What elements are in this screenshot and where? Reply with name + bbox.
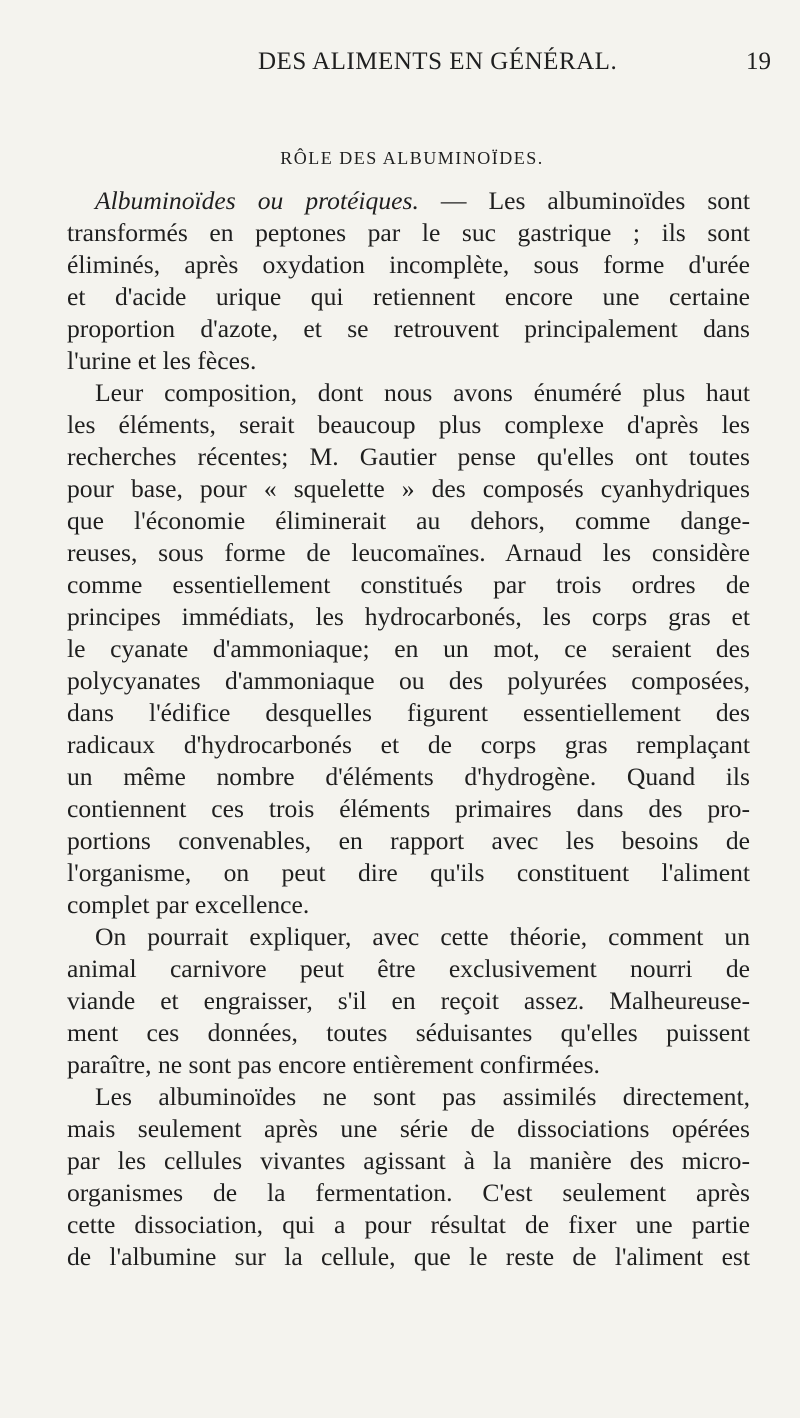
text-line: cette dissociation, qui a pour résultat de fixer une partie [67,1210,750,1239]
text-line: les éléments, serait beaucoup plus complexe d'après les [67,410,750,439]
text-line: recherches récentes; M. Gautier pense qu'elles ont toutes [67,442,750,471]
lead-italic: Albuminoïdes ou protéiques. [95,186,419,215]
text-line: radicaux d'hydrocarbonés et de corps gras remplaçant [67,730,750,759]
text-line: ment ces données, toutes séduisantes qu'elles puissent [67,1018,750,1047]
running-title: DES ALIMENTS EN GÉNÉRAL. [258,48,618,75]
text-line: polycyanates d'ammoniaque ou des polyurées composées, [67,666,750,695]
text-line: reuses, sous forme de leucomaïnes. Arnaud les considère [67,538,750,567]
text-line: par les cellules vivantes agissant à la manière des micro- [67,1146,750,1175]
text-line: Leur composition, dont nous avons énuméré plus haut [95,378,750,407]
text-line: paraître, ne sont pas encore entièrement confirmées. [67,1050,600,1079]
text-line [95,185,750,217]
text-line: l'urine et les fèces. [67,346,257,375]
text-line: éliminés, après oxydation incomplète, sous forme d'urée [67,250,750,279]
text-line: complet par excellence. [67,890,310,919]
text-line: Les albuminoïdes ne sont pas assimilés directement, [95,1082,750,1111]
text-line: principes immédiats, les hydrocarbonés, les corps gras et [67,602,750,631]
text-line: transformés en peptones par le suc gastrique ; ils sont [67,218,750,247]
running-head [0,48,800,88]
section-title: RÔLE DES ALBUMINOÏDES. [280,148,544,168]
text-line: organismes de la fermentation. C'est seulement après [67,1178,750,1207]
text-line: proportion d'azote, et se retrouvent principalement dans [67,314,750,343]
page-number: 19 [746,48,771,75]
text-line: un même nombre d'éléments d'hydrogène. Quand ils [67,762,750,791]
text-line: contiennent ces trois éléments primaires dans des pro- [67,794,750,823]
text-line: portions convenables, en rapport avec les besoins de [67,826,750,855]
text-line: On pourrait expliquer, avec cette théorie, comment un [95,922,750,951]
text-line: comme essentiellement constitués par trois ordres de [67,570,750,599]
text-line: le cyanate d'ammoniaque; en un mot, ce seraient des [67,634,750,663]
text-line-content: — Les albuminoïdes sont [418,186,750,215]
text-line: viande et engraisser, s'il en reçoit assez. Malheureuse- [67,986,750,1015]
text-line: mais seulement après une série de dissociations opérées [67,1114,750,1143]
text-line: de l'albumine sur la cellule, que le reste de l'aliment est [67,1242,750,1271]
text-line: animal carnivore peut être exclusivement nourri de [67,954,750,983]
text-line: pour base, pour « squelette » des composés cyanhydriques [67,474,750,503]
text-line: que l'économie éliminerait au dehors, comme dange- [67,506,750,535]
text-line: et d'acide urique qui retiennent encore une certaine [67,282,750,311]
text-line: dans l'édifice desquelles figurent essentiellement des [67,698,750,727]
text-line: l'organisme, on peut dire qu'ils constituent l'aliment [67,858,750,887]
